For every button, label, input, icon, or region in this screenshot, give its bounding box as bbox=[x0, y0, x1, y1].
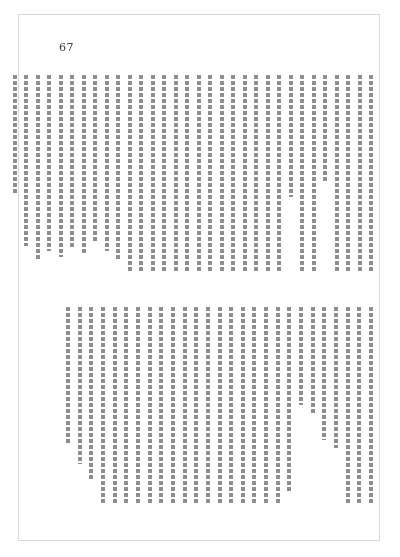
text-line bbox=[159, 307, 163, 503]
text-column bbox=[205, 307, 210, 503]
text-line bbox=[206, 307, 210, 503]
text-line bbox=[220, 75, 224, 271]
page-number: 67 bbox=[59, 41, 74, 54]
text-column bbox=[322, 75, 327, 271]
text-line bbox=[323, 75, 327, 183]
text-line bbox=[174, 75, 178, 271]
text-column bbox=[104, 75, 109, 271]
text-column bbox=[286, 307, 291, 503]
text-column bbox=[310, 307, 315, 503]
text-line bbox=[113, 307, 117, 503]
text-line bbox=[194, 307, 198, 503]
text-line bbox=[346, 75, 350, 271]
text-line bbox=[252, 307, 256, 503]
text-line bbox=[59, 75, 63, 257]
text-line bbox=[78, 307, 82, 464]
text-line bbox=[322, 307, 326, 440]
text-line bbox=[70, 75, 74, 247]
text-column bbox=[207, 75, 212, 271]
text-line bbox=[185, 75, 189, 271]
text-column bbox=[242, 75, 247, 271]
text-line bbox=[264, 307, 268, 503]
text-column bbox=[321, 307, 326, 503]
text-column bbox=[81, 75, 86, 271]
text-column bbox=[288, 75, 293, 271]
text-line bbox=[229, 307, 233, 503]
text-line bbox=[13, 75, 17, 193]
text-column bbox=[112, 307, 117, 503]
text-column bbox=[77, 307, 82, 503]
text-line bbox=[312, 75, 316, 271]
text-column bbox=[276, 75, 281, 271]
text-line bbox=[24, 75, 28, 246]
text-line bbox=[128, 75, 132, 271]
text-line bbox=[105, 75, 109, 251]
text-line bbox=[47, 75, 51, 251]
text-line bbox=[241, 307, 245, 503]
text-column bbox=[196, 75, 201, 271]
text-line bbox=[254, 75, 258, 271]
text-column bbox=[311, 75, 316, 271]
upper-text-block bbox=[65, 75, 373, 271]
text-line bbox=[300, 75, 304, 271]
text-line bbox=[358, 75, 362, 271]
text-line bbox=[276, 307, 280, 503]
text-column bbox=[147, 307, 152, 503]
text-line bbox=[243, 75, 247, 271]
text-column bbox=[219, 75, 224, 271]
text-line bbox=[139, 75, 143, 271]
text-column bbox=[138, 75, 143, 271]
text-line bbox=[162, 75, 166, 271]
text-line bbox=[299, 307, 303, 405]
text-column bbox=[88, 307, 93, 503]
text-line bbox=[183, 307, 187, 503]
text-column bbox=[100, 307, 105, 503]
text-column bbox=[251, 307, 256, 503]
text-column bbox=[127, 75, 132, 271]
text-line bbox=[311, 307, 315, 415]
text-column bbox=[150, 75, 155, 271]
text-line bbox=[116, 75, 120, 261]
text-line bbox=[289, 75, 293, 197]
text-line bbox=[218, 307, 222, 503]
page bbox=[18, 14, 380, 541]
text-column bbox=[230, 75, 235, 271]
text-line bbox=[66, 307, 70, 444]
text-column bbox=[69, 75, 74, 271]
text-line bbox=[346, 307, 350, 503]
text-column bbox=[263, 307, 268, 503]
text-column bbox=[265, 75, 270, 271]
text-column bbox=[345, 75, 350, 271]
text-column bbox=[46, 75, 51, 271]
text-line bbox=[151, 75, 155, 271]
text-column bbox=[368, 307, 373, 503]
text-column bbox=[368, 75, 373, 271]
text-column bbox=[345, 307, 350, 503]
text-column bbox=[161, 75, 166, 271]
text-column bbox=[12, 75, 17, 271]
text-line bbox=[231, 75, 235, 271]
text-column bbox=[65, 307, 70, 503]
text-line bbox=[357, 307, 361, 503]
lower-text-block bbox=[65, 307, 373, 503]
text-line bbox=[148, 307, 152, 503]
text-line bbox=[93, 75, 97, 242]
text-line bbox=[197, 75, 201, 271]
text-column bbox=[333, 307, 338, 503]
text-column bbox=[217, 307, 222, 503]
text-column bbox=[299, 75, 304, 271]
text-column bbox=[357, 75, 362, 271]
text-column bbox=[298, 307, 303, 503]
text-line bbox=[277, 75, 281, 271]
text-column bbox=[158, 307, 163, 503]
text-column bbox=[356, 307, 361, 503]
text-line bbox=[208, 75, 212, 271]
text-line bbox=[36, 75, 40, 261]
text-line bbox=[136, 307, 140, 503]
text-line bbox=[266, 75, 270, 271]
text-column bbox=[123, 307, 128, 503]
text-column bbox=[173, 75, 178, 271]
text-column bbox=[193, 307, 198, 503]
text-line bbox=[124, 307, 128, 503]
text-column bbox=[58, 75, 63, 271]
text-line bbox=[287, 307, 291, 493]
text-line bbox=[335, 75, 339, 271]
text-column bbox=[35, 75, 40, 271]
text-line bbox=[101, 307, 105, 503]
text-column bbox=[253, 75, 258, 271]
text-column bbox=[135, 307, 140, 503]
text-column bbox=[228, 307, 233, 503]
text-line bbox=[369, 75, 373, 271]
text-column bbox=[92, 75, 97, 271]
text-line bbox=[334, 307, 338, 448]
text-column bbox=[115, 75, 120, 271]
text-line bbox=[171, 307, 175, 503]
text-line bbox=[89, 307, 93, 479]
text-column bbox=[240, 307, 245, 503]
text-line bbox=[82, 75, 86, 255]
text-column bbox=[334, 75, 339, 271]
text-column bbox=[182, 307, 187, 503]
text-column bbox=[184, 75, 189, 271]
text-column bbox=[275, 307, 280, 503]
text-column bbox=[23, 75, 28, 271]
text-column bbox=[170, 307, 175, 503]
text-line bbox=[369, 307, 373, 503]
